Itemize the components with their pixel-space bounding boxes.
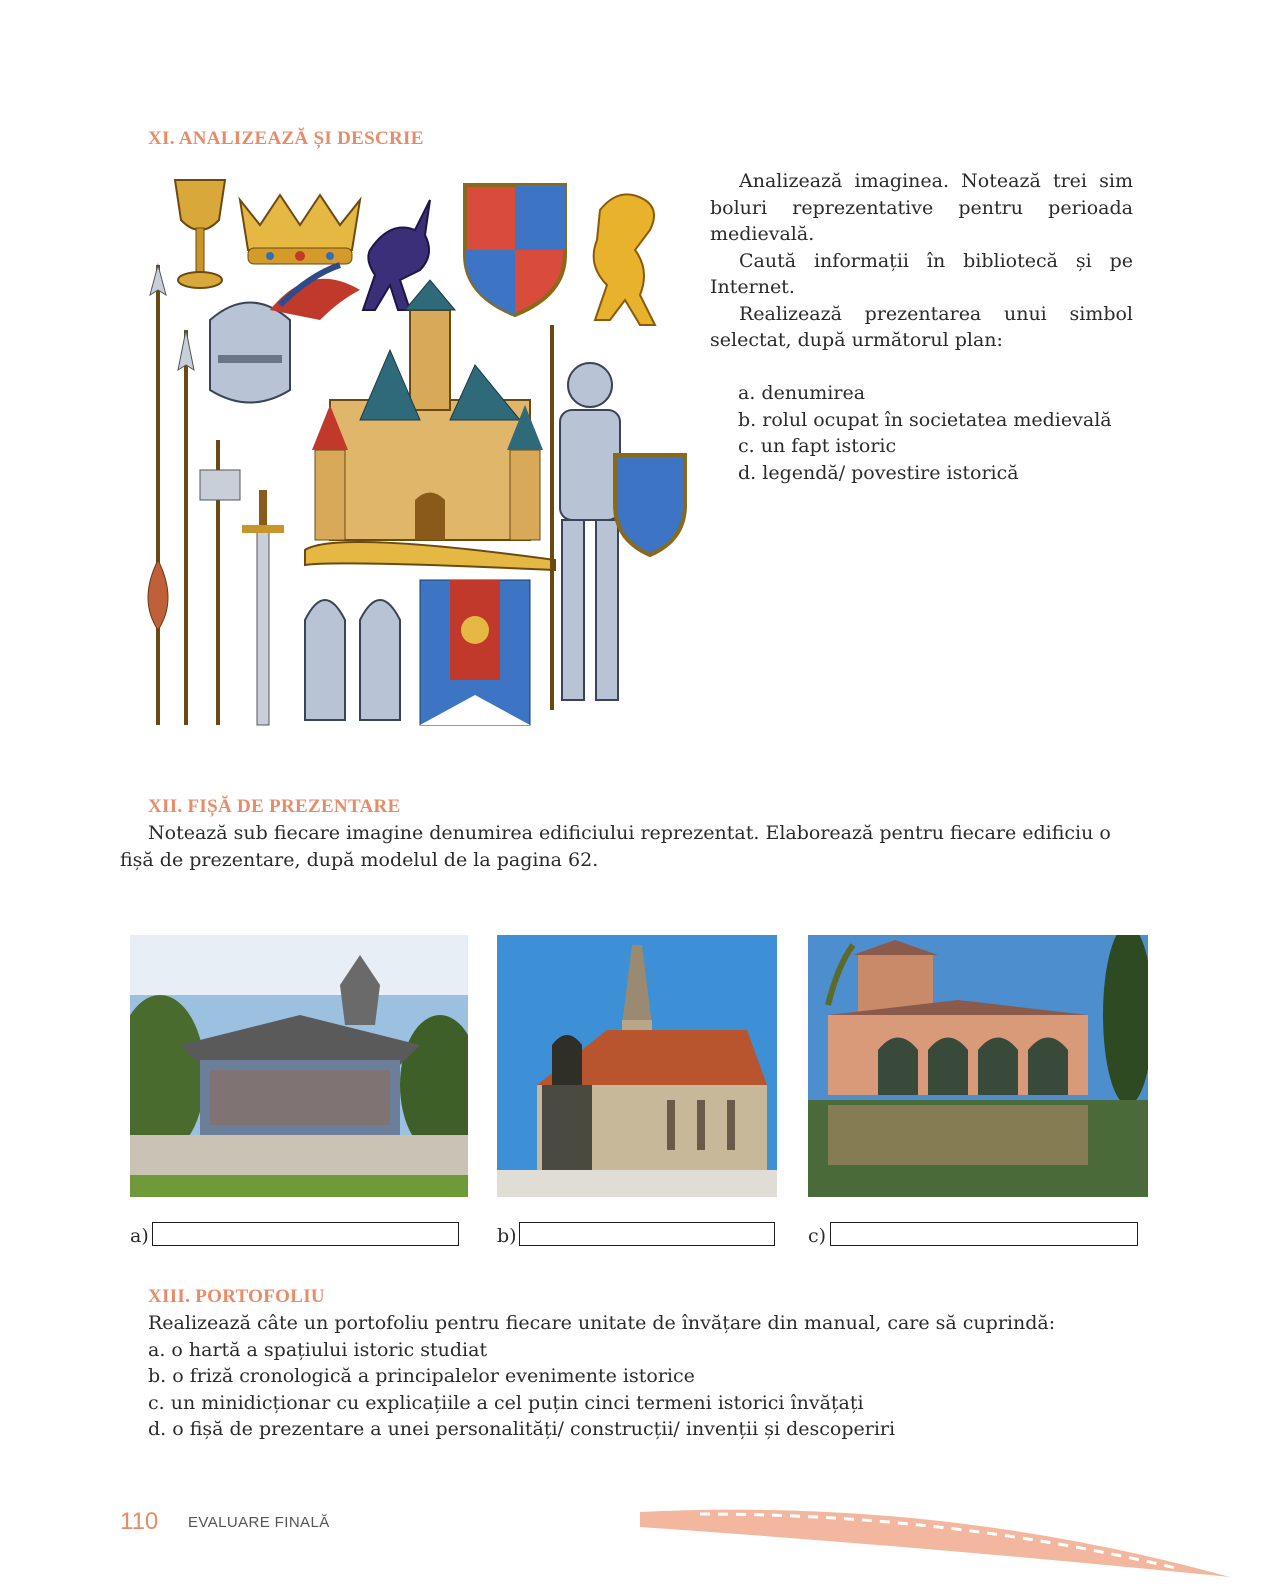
- plan-item: d. legendă/ povestire istorică: [738, 461, 1019, 484]
- instruction-paragraph-3: Realizează prezentarea unui simbol selectat, după următorul plan:: [710, 302, 1133, 351]
- answer-row-b: [497, 1222, 797, 1250]
- instruction-paragraph-1: Analizează imaginea. Notează trei sim boluri reprezentative pentru perioada medievală.: [710, 170, 1133, 245]
- photo-alhambra-partal: [808, 935, 1148, 1197]
- sword-icon: [242, 490, 284, 725]
- gauntlets-icon: [305, 600, 400, 720]
- lion-icon: [594, 194, 655, 325]
- portfolio-item: a. o hartă a spațiului istoric studiat: [148, 1338, 488, 1361]
- heraldic-shield-icon: [465, 185, 565, 315]
- plan-item: a. denumirea: [738, 382, 866, 404]
- section-12-title: XII. FIȘĂ DE PREZENTARE: [148, 796, 401, 817]
- footer-section-label: EVALUARE FINALĂ: [188, 1514, 330, 1531]
- portfolio-list: [148, 1310, 1148, 1443]
- plan-item: b. rolul ocupat în societatea medievală: [738, 408, 1112, 431]
- goblet-icon: [175, 180, 225, 288]
- portfolio-item: d. o fișă de prezentare a unei personalități/ construcții/ invenții și descoperiri: [148, 1418, 896, 1440]
- castle-icon: [312, 280, 543, 540]
- answer-label: b): [497, 1225, 517, 1247]
- photo-st-michael-church-cluj: [497, 935, 777, 1197]
- banner-icon: [420, 580, 530, 725]
- plan-item: c. un fapt istoric: [738, 435, 897, 457]
- section-12-text: Notează sub fiecare imagine denumirea edificiului reprezentat. Elaborează pentru fiecare edificiu o fișă de prezentare, după modelul de la pagina 62.: [120, 822, 1111, 871]
- presentation-plan-list: [738, 380, 1112, 486]
- portfolio-item: b. o friză cronologică a principalelor evenimente istorice: [148, 1365, 695, 1387]
- crown-icon: [240, 195, 360, 264]
- section-11-text: [710, 168, 1133, 354]
- section-13-title: XIII. PORTOFOLIU: [148, 1286, 325, 1307]
- trumpet-icon: [305, 542, 555, 570]
- answer-row-a: [130, 1222, 470, 1250]
- answer-input-c[interactable]: [830, 1222, 1138, 1246]
- decorative-swoosh: [640, 1500, 1240, 1580]
- knight-armor-icon: [552, 325, 685, 710]
- answer-input-b[interactable]: [519, 1222, 775, 1246]
- portfolio-intro: Realizează câte un portofoliu pentru fiecare unitate de învățare din manual, care să cuprindă:: [148, 1312, 1056, 1334]
- answer-input-a[interactable]: [152, 1222, 459, 1246]
- photo-voronet-monastery: [130, 935, 468, 1197]
- answer-row-c: [808, 1222, 1148, 1250]
- instruction-paragraph-2: Caută informații în bibliotecă și pe Internet.: [710, 249, 1133, 298]
- knight-helmet-icon: [210, 265, 360, 403]
- section-11-title: XI. ANALIZEAZĂ ȘI DESCRIE: [148, 128, 424, 149]
- portfolio-item: c. un minidicționar cu explicațiile a cel puțin cinci termeni istorici învățați: [148, 1391, 864, 1414]
- medieval-symbols-illustration: [130, 170, 710, 740]
- answer-label: a): [130, 1225, 149, 1247]
- answer-label: c): [808, 1225, 827, 1247]
- page-number: 110: [120, 1508, 159, 1535]
